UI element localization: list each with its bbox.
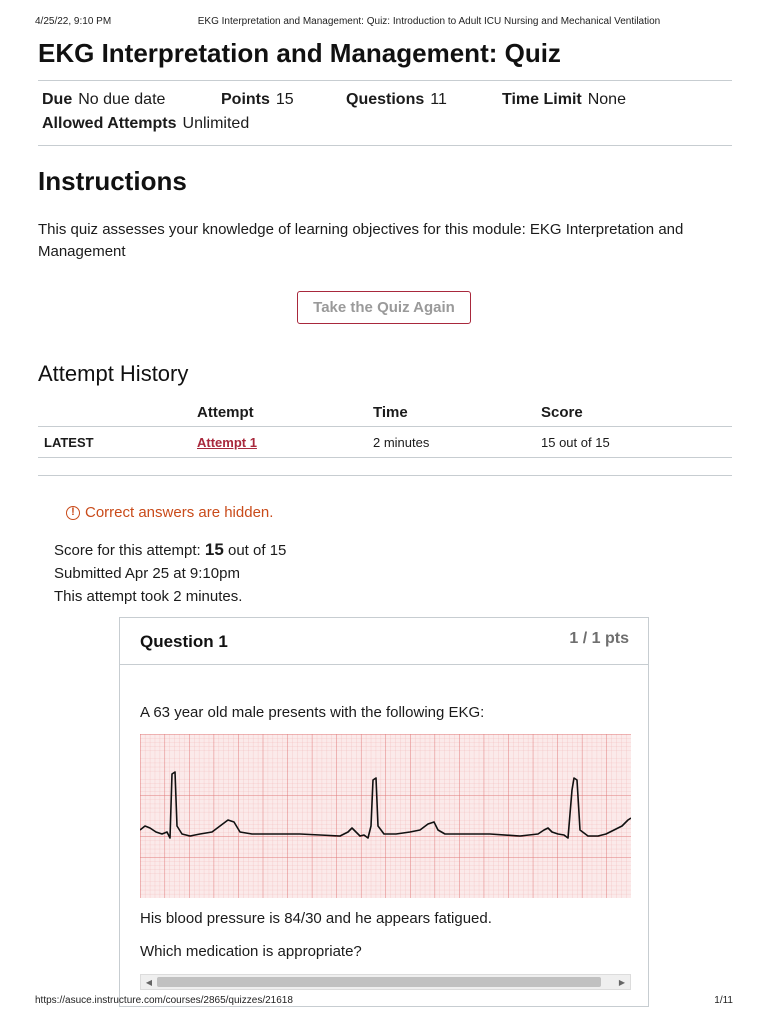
column-header-attempt: Attempt: [197, 404, 254, 421]
scroll-left-icon[interactable]: ◀: [145, 977, 153, 987]
page-title: EKG Interpretation and Management: Quiz: [38, 38, 561, 68]
question-prompt: A 63 year old male presents with the following EKG:: [140, 704, 485, 721]
print-doc-title: EKG Interpretation and Management: Quiz: Introduction to Adult ICU Nursing and Mechanical Ventilation: [197, 16, 661, 27]
scrollbar-thumb[interactable]: [157, 977, 601, 987]
warning-circle-icon: !: [66, 506, 80, 520]
column-header-score: Score: [541, 404, 583, 421]
meta-time-limit-label: Time Limit: [502, 91, 582, 108]
question-detail: His blood pressure is 84/30 and he appears fatigued.: [140, 910, 492, 927]
horizontal-scrollbar[interactable]: [140, 974, 631, 990]
attempt-1-link[interactable]: Attempt 1: [197, 435, 257, 450]
print-header: [35, 16, 733, 30]
attempt-history-heading: Attempt History: [38, 361, 189, 386]
question-ask: Which medication is appropriate?: [140, 943, 362, 960]
divider: [38, 80, 732, 81]
question-card: [119, 617, 649, 1007]
correct-answers-hidden-note: [66, 504, 273, 521]
meta-points: [221, 91, 294, 109]
question-header: [120, 618, 648, 665]
question-points: 1 / 1 pts: [569, 630, 629, 647]
take-quiz-again-button[interactable]: Take the Quiz Again: [297, 291, 471, 324]
scroll-right-icon[interactable]: ▶: [618, 977, 626, 987]
ekg-strip-image: [140, 734, 631, 898]
table-row: [38, 427, 732, 458]
meta-time-limit-value: None: [587, 91, 626, 108]
attempt-history-table: [38, 398, 732, 458]
instructions-heading: Instructions: [38, 166, 187, 196]
meta-points-value: 15: [275, 91, 294, 108]
meta-points-label: Points: [221, 91, 270, 108]
print-page-counter: 1/11: [714, 995, 733, 1006]
latest-tag: LATEST: [44, 435, 94, 450]
meta-questions-label: Questions: [346, 91, 425, 108]
meta-due-label: Due: [42, 91, 73, 108]
attempt-summary: [54, 538, 286, 608]
attempt-time: 2 minutes: [373, 435, 430, 450]
duration-line: This attempt took 2 minutes.: [54, 588, 243, 605]
hidden-note-text: Correct answers are hidden.: [85, 504, 274, 521]
question-title: Question 1: [140, 632, 228, 651]
instructions-text: This quiz assesses your knowledge of learning objectives for this module: EKG Interpretation and Management: [38, 221, 684, 260]
score-suffix: out of 15: [228, 542, 287, 559]
meta-due: [42, 91, 165, 109]
table-header-row: [38, 398, 732, 427]
meta-attempts-label: Allowed Attempts: [42, 115, 177, 132]
print-url: https://asuce.instructure.com/courses/2865/quizzes/21618: [35, 995, 293, 1006]
attempt-score: 15 out of 15: [541, 435, 610, 450]
score-prefix: Score for this attempt:: [54, 542, 201, 559]
print-footer: [35, 995, 733, 1006]
meta-attempts-value: Unlimited: [182, 115, 250, 132]
meta-questions: [346, 91, 447, 109]
divider: [38, 475, 732, 476]
print-datetime: 4/25/22, 9:10 PM: [35, 16, 112, 27]
meta-questions-value: 11: [430, 91, 447, 108]
score-line: [54, 538, 286, 562]
divider: [38, 145, 732, 146]
meta-attempts: [42, 115, 249, 133]
score-value: 15: [204, 540, 224, 559]
column-header-time: Time: [373, 404, 408, 421]
submitted-line: Submitted Apr 25 at 9:10pm: [54, 565, 240, 582]
meta-time-limit: [502, 91, 626, 109]
meta-due-value: No due date: [78, 91, 166, 108]
